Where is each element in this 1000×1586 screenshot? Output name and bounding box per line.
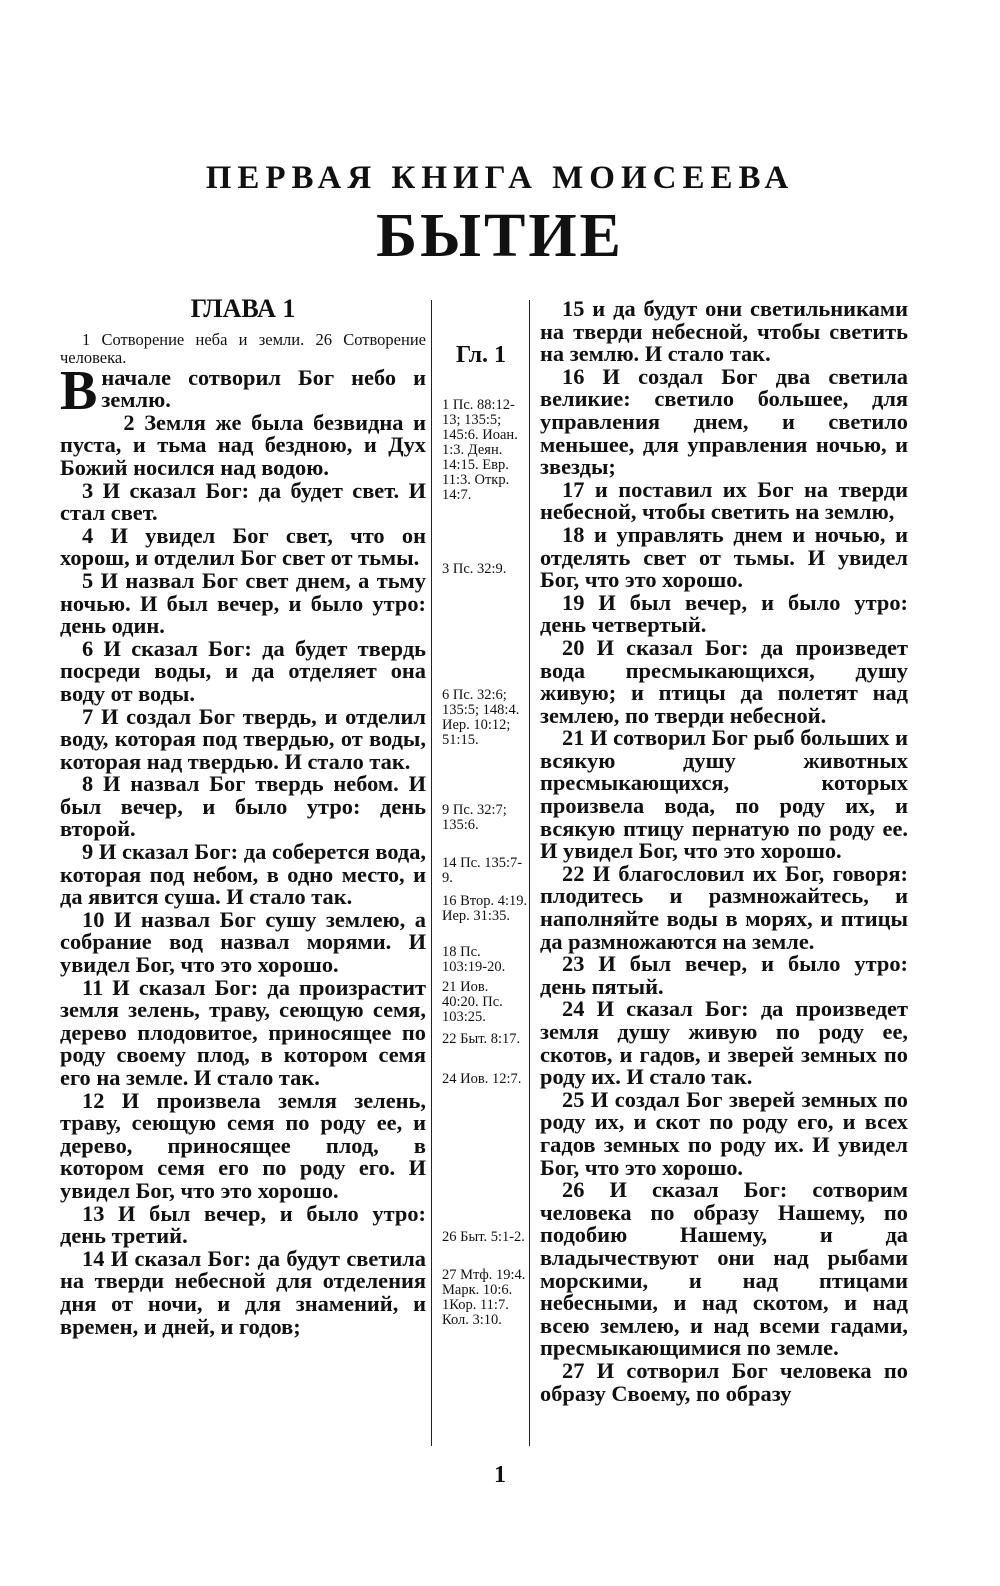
verse-18: 18 и управлять днем и ночью, и отделять свет от тьмы. И увидел Бог, что это хорошо.	[540, 521, 908, 593]
chapter-margin-label: Гл. 1	[456, 342, 507, 368]
chapter-title: ГЛАВА 1	[190, 294, 296, 323]
verse-15: 15 и да будут они светильниками на тверди небесной, чтобы светить на землю. И стало так.	[540, 296, 908, 367]
verse-6: 6 И сказал Бог: да будет твердь посреди воды, и да отделяет она воду от воды.	[60, 635, 426, 706]
cross-reference: 14 Пс. 135:7-9.	[442, 855, 523, 886]
verse-16: 16 И создал Бог два светила великие: светило большее, для управления днем, и светило меньшее, для управления ночью, и звезды;	[540, 363, 908, 480]
verse-14: 14 И сказал Бог: да будут светила на тверди небесной для отделения дня от ночи, и для знамений, и времен, и дней, и годов;	[60, 1245, 426, 1339]
left-column	[60, 294, 426, 1339]
verse-24: 24 И сказал Бог: да произведет земля душу живую по роду ее, скотов, и гадов, и зверей земных по роду их. И стало так.	[540, 996, 908, 1090]
verse-26: 26 И сказал Бог: сотворим человека по образу Нашему, по подобию Нашему, и да владычествуют они над рыбами морскими, и над птицами небесными, и над скотом, и над всею землею, и над всеми гадами, пресмыкающимися по земле.	[540, 1177, 908, 1361]
cross-reference: 22 Быт. 8:17.	[442, 1031, 521, 1047]
verse-12: 12 И произвела земля зелень, траву, сеющую семя по роду ее, и дерево, приносящее плод, в котором семя его по роду его. И увидел Бог, что это хорошо.	[60, 1087, 426, 1203]
cross-reference: 6 Пс. 32:6; 135:5; 148:4. Иер. 10:12; 51:15.	[442, 687, 520, 748]
verse-13: 13 И был вечер, и было утро: день третий.	[60, 1200, 426, 1249]
cross-reference: 1 Пс. 88:12-13; 135:5; 145:6. Иоан. 1:3. Деян. 14:15. Евр. 11:3. Откр. 14:7.	[442, 397, 518, 503]
verse-27: 27 И сотворил Бог человека по образу Своему, по образу	[540, 1357, 908, 1406]
verse-7: 7 И создал Бог твердь, и отделил воду, которая под твердью, от воды, которая над твердью. И стало так.	[60, 703, 426, 774]
verse-17: 17 и поставил их Бог на тверди небесной, чтобы светить на землю,	[540, 476, 908, 525]
verse-4: 4 И увидел Бог свет, что он хорош, и отделил Бог свет от тьмы.	[60, 522, 426, 571]
cross-reference: 24 Иов. 12:7.	[442, 1071, 522, 1087]
verse-text: начале сотворил Бог небо и землю.	[101, 364, 426, 413]
right-column	[540, 298, 908, 1405]
cross-reference: 21 Иов. 40:20. Пс. 103:25.	[442, 979, 503, 1025]
cross-reference: 9 Пс. 32:7; 135:6.	[442, 802, 507, 833]
column-divider-right	[529, 300, 530, 1446]
verse-22: 22 И благословил их Бог, говоря: плодитесь и размножайтесь, и наполняйте воды в морях, и птицы да размножаются на земле.	[540, 860, 908, 954]
verse-8: 8 И назвал Бог твердь небом. И был вечер, и было утро: день второй.	[60, 771, 426, 842]
column-divider-left	[431, 300, 432, 1446]
cross-reference: 3 Пс. 32:9.	[442, 561, 507, 577]
book-subtitle: ПЕРВАЯ КНИГА МОИСЕЕВА	[205, 160, 795, 196]
cross-reference: 26 Быт. 5:1-2.	[442, 1229, 525, 1245]
drop-cap: В	[60, 359, 98, 422]
book-header	[0, 160, 1000, 272]
verse-23: 23 И был вечер, и было утро: день пятый.	[540, 951, 908, 999]
verse-21: 21 И сотворил Бог рыб больших и всякую душу животных пресмыкающихся, которых произвела вода, по роду их, и всякую птицу пернатую по роду ее. И увидел Бог, что это хорошо.	[540, 725, 908, 864]
verse-10: 10 И назвал Бог сушу землею, а собрание вод назвал морями. И увидел Бог, что это хорошо.	[60, 906, 426, 978]
chapter-summary: 1 Сотворение неба и земли. 26 Сотворение человека.	[60, 329, 426, 367]
verse-2: 2 Земля же была безвидна и пуста, и тьма над бездною, и Дух Божий носился над водою.	[60, 409, 426, 480]
verse-9: 9 И сказал Бог: да соберется вода, которая под небом, в одно место, и да явится суша. И стало так.	[60, 839, 426, 910]
cross-reference: 18 Пс. 103:19-20.	[442, 944, 506, 975]
cross-reference: 27 Мтф. 19:4. Марк. 10:6. 1Кор. 11:7. Кол. 3:10.	[442, 1267, 526, 1328]
book-title: БЫТИЕ	[376, 202, 624, 270]
page-number: 1	[494, 1462, 506, 1488]
verse-5: 5 И назвал Бог свет днем, а тьму ночью. И был вечер, и было утро: день один.	[60, 567, 426, 639]
verse-3: 3 И сказал Бог: да будет свет. И стал свет.	[60, 477, 426, 526]
verse-25: 25 И создал Бог зверей земных по роду их, и скот по роду его, и всех гадов земных по роду их. И увидел Бог, что это хорошо.	[540, 1086, 908, 1180]
verse-1	[60, 359, 426, 422]
verse-20: 20 И сказал Бог: да произведет вода пресмыкающихся, душу живую; и птицы да полетят над землею, по тверди небесной.	[540, 634, 908, 728]
verse-11: 11 И сказал Бог: да произрастит земля зелень, траву, сеющую семя, дерево плодовитое, приносящее по роду своему плод, в котором семя его на земле. И стало так.	[60, 974, 426, 1090]
cross-reference: 16 Втор. 4:19. Иер. 31:35.	[442, 893, 528, 924]
verse-19: 19 И был вечер, и было утро: день четвертый.	[540, 589, 908, 638]
